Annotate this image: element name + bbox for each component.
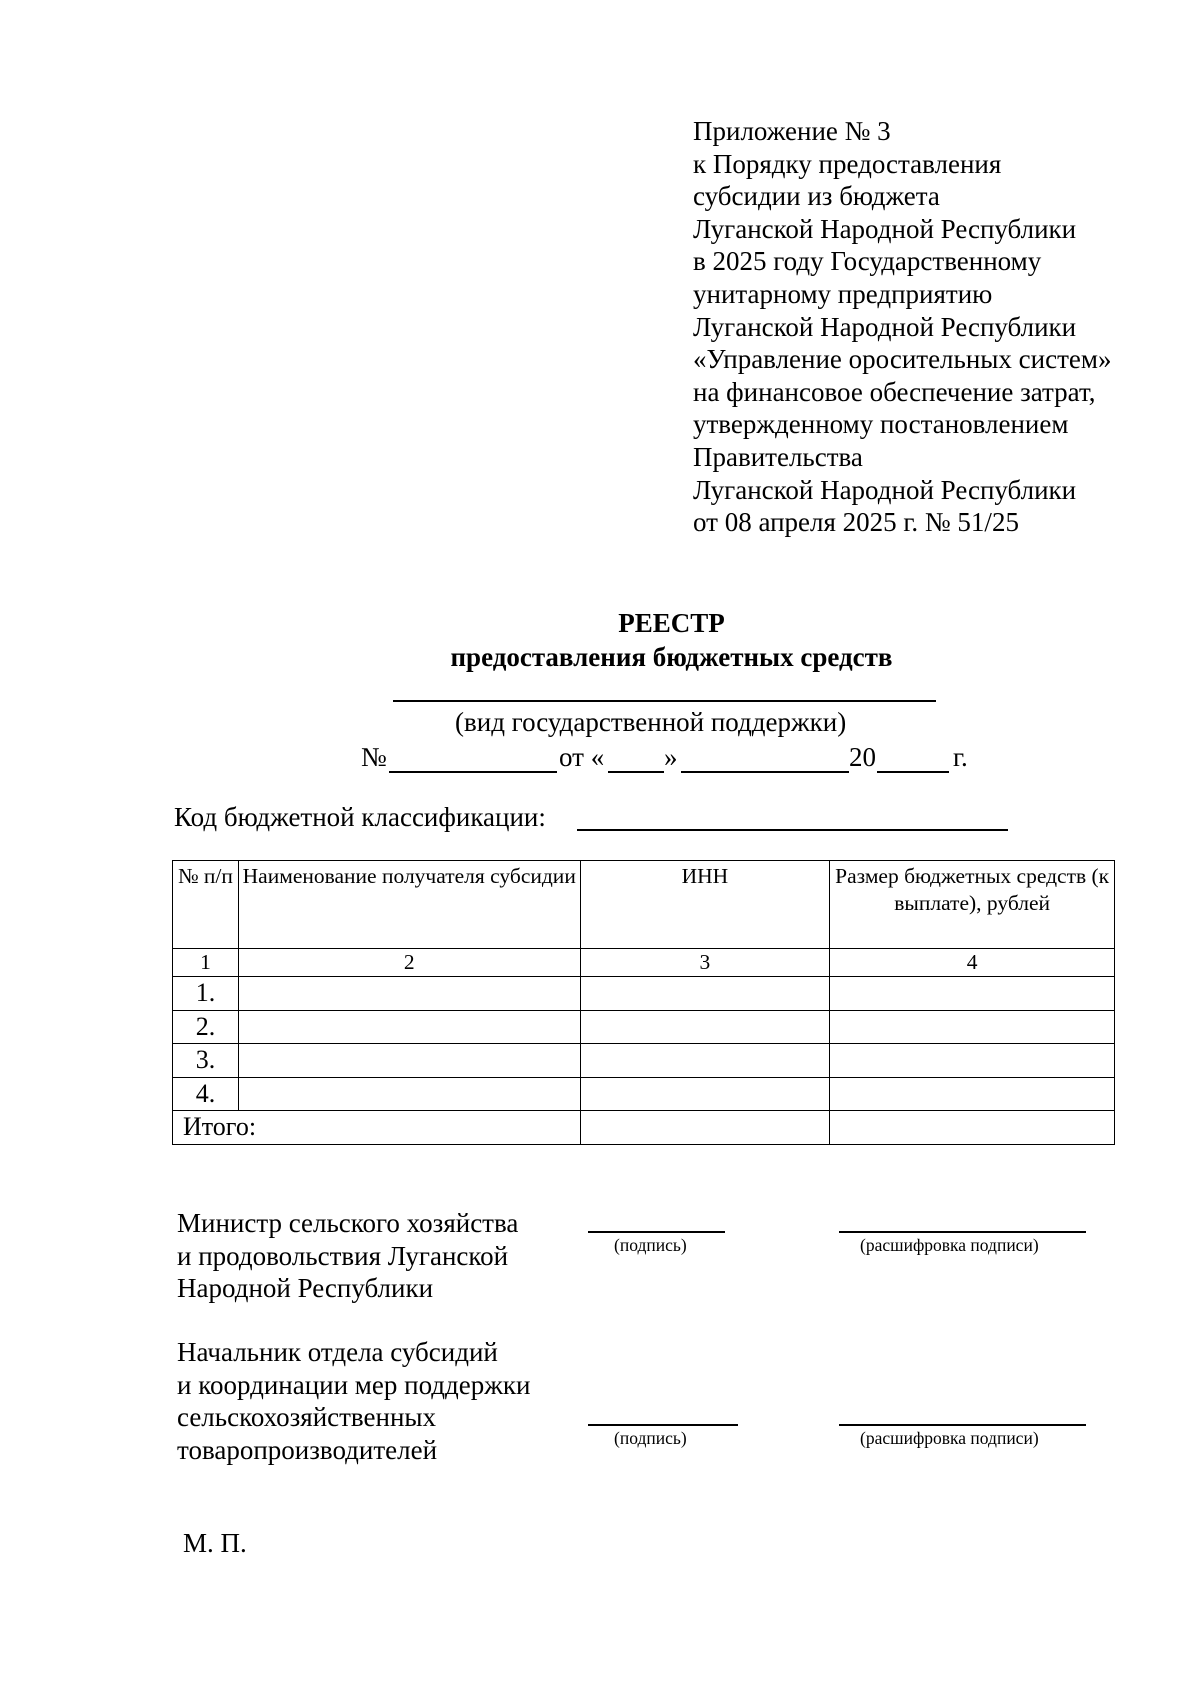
position-line: сельскохозяйственных xyxy=(177,1402,437,1432)
total-row xyxy=(173,1111,1115,1145)
minister-decoding-blank[interactable] xyxy=(839,1231,1086,1233)
position-line: Народной Республики xyxy=(177,1273,434,1303)
row-number: 3. xyxy=(173,1044,239,1078)
document-subtitle: предоставления бюджетных средств xyxy=(450,642,893,672)
inn-cell[interactable] xyxy=(580,1010,830,1044)
budget-code-label: Код бюджетной классификации: xyxy=(174,802,546,832)
column-number: 4 xyxy=(830,949,1115,977)
inn-cell[interactable] xyxy=(580,1077,830,1111)
number-blank[interactable] xyxy=(389,771,557,773)
table-row xyxy=(173,1044,1115,1078)
signature-caption: (подпись) xyxy=(614,1235,687,1255)
date-from-label: от « xyxy=(559,742,605,772)
support-type-caption: (вид государственной поддержки) xyxy=(455,707,847,737)
column-number: 3 xyxy=(580,949,830,977)
position-line: и координации мер поддержки xyxy=(177,1369,531,1400)
table-header-row xyxy=(173,861,1115,949)
year-blank[interactable] xyxy=(877,771,949,773)
column-number: 2 xyxy=(238,949,580,977)
department-head-signature-blank[interactable] xyxy=(588,1424,738,1426)
header-number: № п/п xyxy=(173,861,239,949)
header-inn: ИНН xyxy=(580,861,830,949)
month-blank[interactable] xyxy=(681,771,849,773)
signature-caption: (подпись) xyxy=(614,1428,687,1448)
date-close-quote: » xyxy=(664,742,678,772)
header-recipient-name: Наименование получателя субсидии xyxy=(238,861,580,949)
appendix-line: Луганской Народной Республики xyxy=(693,213,1077,244)
minister-signature-blank[interactable] xyxy=(588,1231,725,1233)
day-blank[interactable] xyxy=(608,771,664,773)
appendix-line: унитарному предприятию xyxy=(693,278,993,309)
appendix-line: на финансовое обеспечение затрат, xyxy=(693,376,1096,407)
position-line: Начальник отдела субсидий xyxy=(177,1337,498,1367)
appendix-line: Правительства xyxy=(693,441,863,472)
decoding-caption: (расшифровка подписи) xyxy=(860,1235,1039,1255)
appendix-line: Приложение № 3 xyxy=(693,116,891,146)
position-line: Министр сельского хозяйства xyxy=(177,1208,519,1238)
year-suffix: г. xyxy=(953,742,968,772)
recipient-name-cell[interactable] xyxy=(238,1044,580,1078)
row-number: 1. xyxy=(173,977,239,1011)
department-head-decoding-blank[interactable] xyxy=(839,1424,1086,1426)
budget-code-blank[interactable] xyxy=(577,829,1008,831)
table-row xyxy=(173,977,1115,1011)
inn-cell[interactable] xyxy=(580,977,830,1011)
header-amount: Размер бюджетных средств (к выплате), рублей xyxy=(830,861,1115,949)
total-amount-cell[interactable] xyxy=(830,1111,1115,1145)
decoding-caption: (расшифровка подписи) xyxy=(860,1428,1039,1448)
year-prefix: 20 xyxy=(849,742,876,772)
appendix-line: к Порядку предоставления xyxy=(693,148,1002,179)
registry-table xyxy=(172,860,1115,1145)
appendix-line: в 2025 году Государственному xyxy=(693,246,1042,277)
column-number: 1 xyxy=(173,949,239,977)
table-row xyxy=(173,1010,1115,1044)
minister-position xyxy=(177,1207,518,1305)
appendix-line: Луганской Народной Республики xyxy=(693,474,1077,505)
department-head-position xyxy=(177,1336,530,1466)
stamp-place-label: М. П. xyxy=(183,1528,247,1558)
recipient-name-cell[interactable] xyxy=(238,977,580,1011)
column-number-row xyxy=(173,949,1115,977)
document-title: РЕЕСТР xyxy=(618,608,725,638)
appendix-line: от 08 апреля 2025 г. № 51/25 xyxy=(693,507,1019,538)
row-number: 4. xyxy=(173,1077,239,1111)
table-row xyxy=(173,1077,1115,1111)
appendix-line: утвержденному постановлением xyxy=(693,409,1069,440)
amount-cell[interactable] xyxy=(830,977,1115,1011)
support-type-blank[interactable] xyxy=(393,700,936,702)
amount-cell[interactable] xyxy=(830,1010,1115,1044)
recipient-name-cell[interactable] xyxy=(238,1077,580,1111)
recipient-name-cell[interactable] xyxy=(238,1010,580,1044)
appendix-line: субсидии из бюджета xyxy=(693,181,940,212)
position-line: товаропроизводителей xyxy=(177,1434,438,1465)
inn-cell[interactable] xyxy=(580,1044,830,1078)
amount-cell[interactable] xyxy=(830,1077,1115,1111)
row-number: 2. xyxy=(173,1010,239,1044)
total-label: Итого: xyxy=(173,1111,581,1145)
appendix-heading xyxy=(693,115,1111,539)
appendix-line: «Управление оросительных систем» xyxy=(693,344,1112,375)
total-inn-cell[interactable] xyxy=(580,1111,830,1145)
position-line: и продовольствия Луганской xyxy=(177,1240,509,1271)
number-sign: № xyxy=(361,742,387,772)
appendix-line: Луганской Народной Республики xyxy=(693,311,1077,342)
amount-cell[interactable] xyxy=(830,1044,1115,1078)
